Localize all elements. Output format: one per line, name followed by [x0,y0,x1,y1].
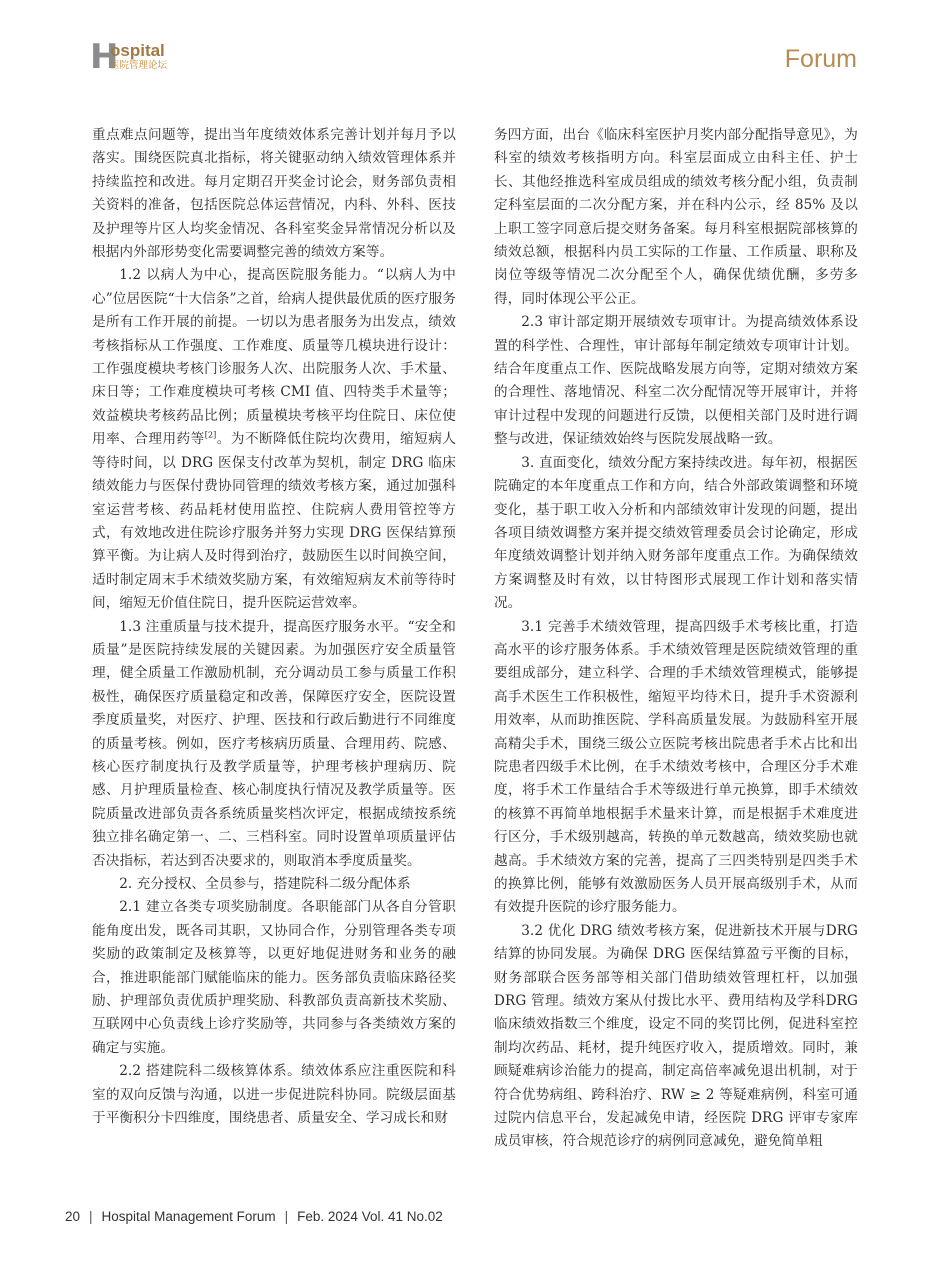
logo-word: ospital [110,41,165,60]
footer-separator: | [284,1209,289,1224]
footer-separator: | [89,1209,93,1224]
paragraph [92,264,456,615]
page-header [0,0,950,100]
paragraph-text: 1.2 以病人为中心，提高医院服务能力。“以病人为中心”位居医院“十大信条”之首，给病人提供最优质的医疗服务是所有工作开展的前提。一切以为患者服务为出发点，绩效考核指标从工作强度、工作难度、质量等几模块进行设计：工作强度模块考核门诊服务人次、出院服务人次、手术量、床日等；工作难度模块可考核 CMI 值、四特类手术量等；效益模块考核药品比例；质量模块考核平均住院日、床位使用率、合理用药等 [92,267,456,448]
paragraph: 2.3 审计部定期开展绩效专项审计。为提高绩效体系设置的科学性、合理性，审计部每年制定绩效专项审计计划。结合年度重点工作、医院战略发展方向等，定期对绩效方案的合理性、落地情况、科室二次分配情况等开展审计，并将审计过程中发现的问题进行反馈，以便相关部门及时进行调整与改进，保证绩效始终与医院发展战略一致。 [494,314,858,448]
paragraph: 3.1 完善手术绩效管理，提高四级手术考核比重，打造高水平的诊疗服务体系。手术绩效管理是医院绩效管理的重要组成部分，建立科学、合理的手术绩效管理模式，能够提高手术医生工作积极性，缩短平均待术日，提升手术资源利用效率，从而助推医院、学科高质量发展。为鼓励科室开展高精尖手术，围绕三级公立医院考核出院患者手术占比和出院患者四级手术比例，在手术绩效考核中，合理区分手术难度，将手术工作量结合手术等级进行单元换算，即手术绩效的核算不再简单地根据手术量来计算，而是根据手术难度进行区分，手术级别越高，转换的单元数越高，绩效奖励也就越高。手术绩效方案的完善，提高了三四类特别是四类手术的换算比例，能够有效激励医务人员开展高级别手术，从而有效提升医院的诊疗服务能力。 [494,618,858,916]
paragraph: 1.3 注重质量与技术提升，提高医疗服务水平。“安全和质量”是医院持续发展的关键因素。为加强医疗安全质量管理，健全质量工作激励机制，充分调动员工参与质量工作积极性，确保医疗质量稳定和改善，保障医疗安全，医院设置季度质量奖，对医疗、护理、医技和行政后勤进行不同维度的质量考核。例如，医疗考核病历质量、合理用药、院感、核心医疗制度执行及教学质量等，护理考核护理病历、院感、月护理质量检查、核心制度执行情况及教学质量等。医院质量改进部负责各系统质量奖档次评定，根据成绩按系统独立排名确定第一、二、三档科室。同时设置单项质量评估否决指标，若达到否决要求的，则取消本季度质量奖。 [92,618,456,869]
right-column [494,124,858,1154]
paragraph: 务四方面，出台《临床科室医护月奖内部分配指导意见》，为科室的绩效考核指明方向。科室层面成立由科主任、护士长、其他经推选科室成员组成的绩效考核分配小组，负责制定科室层面的二次分配方案，并在科内公示，经 85% 及以上职工签字同意后提交财务备案。每月科室根据院部核算的绩效总额，根据科内员工实际的工作量、工作质量、职称及岗位等级等情况二次分配至个人，确保优绩优酬，多劳多得，同时体现公平公正。 [494,127,858,307]
journal-name: Hospital Management Forum [101,1209,276,1224]
logo-letter: H [90,37,118,77]
paragraph-text: 。为不断降低住院均次费用，缩短病人等待时间，以 DRG 医保支付改革为契机，制定 DRG 临床绩效能力与医保付费协同管理的绩效考核方案，通过加强科室运营考核、药品耗材使用监控、住院病人费用管控等方式，有效地改进住院诊疗服务并努力实现 DRG 医保结算预算平衡。为让病人及时得到治疗，鼓励医生以时间换空间，适时制定周末手术绩效奖励方案，有效缩短病友术前等待时间，缩短无价值住院日，提升医院运营效率。 [92,431,456,612]
page-footer [65,1208,443,1226]
paragraph: 重点难点问题等，提出当年度绩效体系完善计划并每月予以落实。围绕医院真北指标，将关键驱动纳入绩效管理体系并持续监控和改进。每月定期召开奖金讨论会，财务部负责相关资料的准备，包括医院总体运营情况，内科、外科、医技及护理等片区人均奖金情况、各科室奖金异常情况分析以及根据内外部形势变化需要调整完善的绩效方案等。 [92,127,456,261]
paragraph: 3.2 优化 DRG 绩效考核方案，促进新技术开展与DRG 结算的协同发展。为确保 DRG 医保结算盈亏平衡的目标，财务部联合医务部等相关部门借助绩效管理杠杆，以加强 DRG 管理。绩效方案从付拨比水平、费用结构及学科DRG 临床绩效指数三个维度，设定不同的奖罚比例，促进科室控制均次药品、耗材，提升纯医疗收入，提质增效。同时，兼顾疑难病诊治能力的提高，制定高倍率减免退出机制，对于符合优势病组、跨科治疗、RW ≥ 2 等疑难病例，科室可通过院内信息平台，发起减免申请，经医院 DRG 评审专家库成员审核，符合规范诊疗的病例同意减免，避免简单粗 [494,922,858,1150]
logo-subtitle: 医院管理论坛 [110,60,168,71]
paragraph: 2.1 建立各类专项奖励制度。各职能部门从各自分管职能角度出发，既各司其职，又协同合作，分别管理各类专项奖励的政策制定及核算等，以更好地促进财务和业务的融合，推进职能部门赋能临床的能力。医务部负责临床路径奖励、护理部负责优质护理奖励、科教部负责高新技术奖励、互联网中心负责线上诊疗奖励等，共同参与各类绩效方案的确定与实施。 [92,899,456,1056]
citation: [2] [204,430,217,440]
left-column [92,124,456,1130]
paragraph: 2.2 搭建院科二级核算体系。绩效体系应注重医院和科室的双向反馈与沟通，以进一步促进院科协同。院级层面基于平衡积分卡四维度，围绕患者、质量安全、学习成长和财 [92,1063,456,1127]
page-number: 20 [65,1209,81,1224]
issue-info: Feb. 2024 Vol. 41 No.02 [297,1209,443,1224]
section-heading: 2. 充分授权、全员参与，搭建院科二级分配体系 [119,876,411,892]
paragraph: 3. 直面变化，绩效分配方案持续改进。每年初，根据医院确定的本年度重点工作和方向，结合外部政策调整和环境变化，基于职工收入分析和内部绩效审计发现的问题，提出各项目绩效调整方案并提交绩效管理委员会讨论确定，形成年度绩效调整计划并纳入财务部年度重点工作。为确保绩效方案调整及时有效，以甘特图形式展现工作计划和落实情况。 [494,454,858,612]
hospital-logo [90,37,180,77]
section-label: Forum [784,45,857,73]
